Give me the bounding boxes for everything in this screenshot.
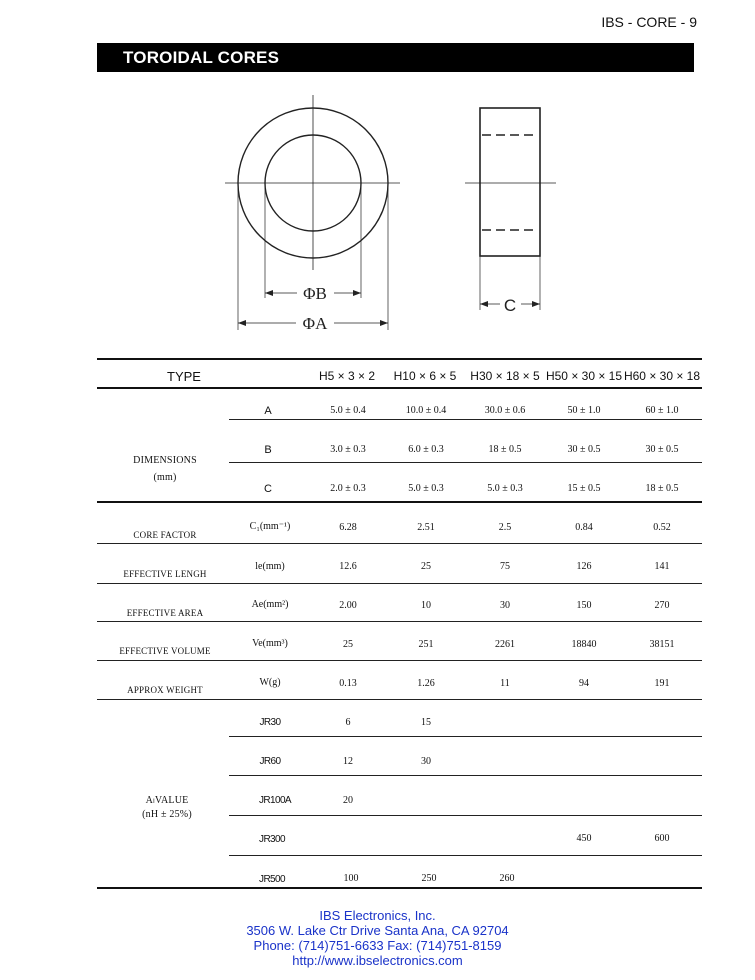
property-label: EFFECTIVE LENGH (123, 569, 207, 579)
table-cell: 75 (500, 561, 510, 572)
property-label: EFFECTIVE AREA (126, 608, 204, 618)
table-cell: 12 (343, 756, 353, 767)
table-cell: 18 ± 0.5 (645, 483, 679, 494)
column-header: H60 × 30 × 18 (623, 369, 701, 383)
table-cell: 30 (500, 600, 510, 611)
dimensions-label: DIMENSIONS (133, 455, 197, 466)
table-cell: 5.0 ± 0.3 (408, 483, 444, 494)
table-cell: 250 (421, 873, 437, 884)
dimension-a-arrow-left (238, 320, 246, 326)
property-label: CORE FACTOR (133, 530, 197, 540)
rule-jr300 (229, 855, 702, 856)
rule-jr60 (229, 775, 702, 776)
table-cell: 150 (576, 600, 592, 611)
table-cell: 2.51 (417, 522, 435, 533)
column-header: H30 × 18 × 5 (470, 369, 540, 383)
al-value-unit: (nH ± 25%) (142, 809, 192, 820)
table-cell: 126 (576, 561, 592, 572)
table-cell: 1.26 (417, 678, 435, 689)
table-cell: 15 ± 0.5 (567, 483, 601, 494)
label-phi-a: ΦA (302, 314, 328, 333)
label-c: C (503, 296, 517, 315)
dimension-b-arrow-left (265, 290, 273, 296)
rule-dim-b (229, 462, 702, 463)
section-title: TOROIDAL CORES (123, 48, 280, 67)
table-cell: 6.28 (339, 522, 357, 533)
grade-label: JR300 (259, 834, 285, 845)
property-param: Ve(mm³) (252, 638, 288, 649)
table-cell: 0.13 (339, 678, 357, 689)
rule-effective-area (97, 621, 702, 622)
footer-company: IBS Electronics, Inc. (319, 908, 436, 923)
grade-label: JR100A (259, 795, 291, 806)
table-cell: 191 (654, 678, 670, 689)
table-cell: 100 (343, 873, 359, 884)
type-header: TYPE (167, 369, 201, 384)
table-cell: 2261 (495, 639, 515, 650)
param-a: A (264, 405, 272, 417)
table-cell: 5.0 ± 0.3 (487, 483, 523, 494)
property-label: APPROX WEIGHT (127, 685, 203, 695)
rule-dim-a (229, 419, 702, 420)
table-cell: 12.6 (339, 561, 357, 572)
column-header: H50 × 30 × 15 (545, 369, 623, 383)
param-c: C (264, 483, 272, 495)
table-cell: 25 (343, 639, 353, 650)
al-value-label: AₗVALUE (145, 795, 189, 806)
table-cell: 6.0 ± 0.3 (408, 444, 444, 455)
param-b: B (264, 444, 272, 456)
table-cell: 2.5 (498, 522, 512, 533)
table-cell: 18840 (571, 639, 597, 650)
table-cell: 38151 (649, 639, 675, 650)
table-cell: 260 (499, 873, 515, 884)
table-cell: 20 (343, 795, 353, 806)
grade-label: JR500 (259, 874, 285, 885)
footer-url[interactable]: http://www.ibselectronics.com (292, 953, 463, 968)
toroid-side-view (465, 108, 556, 310)
table-cell: 0.52 (653, 522, 671, 533)
rule-jr100a (229, 815, 702, 816)
footer-address: 3506 W. Lake Ctr Drive Santa Ana, CA 92704 (246, 923, 509, 938)
table-cell: 50 ± 1.0 (567, 405, 601, 416)
side-rectangle (480, 108, 540, 256)
table-cell: 30 ± 0.5 (567, 444, 601, 455)
table-cell: 141 (654, 561, 670, 572)
table-cell: 94 (579, 678, 589, 689)
column-header: H5 × 3 × 2 (318, 369, 376, 383)
rule-dimensions-end (97, 501, 702, 503)
table-cell: 5.0 ± 0.4 (330, 405, 366, 416)
property-param: C₁(mm⁻¹) (249, 521, 291, 532)
property-param: le(mm) (255, 561, 285, 572)
rule-jr30 (229, 736, 702, 737)
table-cell: 60 ± 1.0 (645, 405, 679, 416)
table-bottom-rule (97, 887, 702, 889)
grade-label: JR60 (259, 756, 281, 767)
table-cell: 25 (421, 561, 431, 572)
table-top-rule (97, 358, 702, 360)
table-cell: 10.0 ± 0.4 (405, 405, 447, 416)
rule-core-factor (97, 543, 702, 544)
table-cell: 30 (421, 756, 431, 767)
table-cell: 270 (654, 600, 670, 611)
table-cell: 600 (654, 833, 670, 844)
dimension-c-arrow-left (480, 301, 488, 307)
dimension-b-arrow-right (353, 290, 361, 296)
property-param: Ae(mm²) (251, 599, 289, 610)
table-cell: 18 ± 0.5 (488, 444, 522, 455)
table-cell: 2.00 (339, 600, 357, 611)
table-cell: 11 (500, 678, 510, 689)
table-cell: 30 ± 0.5 (645, 444, 679, 455)
rule-approx-weight (97, 699, 702, 700)
label-phi-b: ΦB (303, 284, 327, 303)
table-cell: 450 (576, 833, 592, 844)
dimensions-unit: (mm) (153, 472, 177, 483)
toroid-drawing (0, 0, 755, 350)
table-cell: 3.0 ± 0.3 (330, 444, 366, 455)
table-cell: 2.0 ± 0.3 (330, 483, 366, 494)
rule-effective-length (97, 583, 702, 584)
table-header-rule (97, 387, 702, 389)
table-cell: 10 (421, 600, 431, 611)
dimension-a-arrow-right (380, 320, 388, 326)
grade-label: JR30 (259, 717, 281, 728)
property-param: W(g) (259, 677, 281, 688)
column-header: H10 × 6 × 5 (393, 369, 457, 383)
rule-effective-volume (97, 660, 702, 661)
property-label: EFFECTIVE VOLUME (119, 646, 211, 656)
footer-phone: Phone: (714)751-6633 Fax: (714)751-8159 (253, 938, 502, 953)
table-cell: 6 (345, 717, 351, 728)
table-cell: 0.84 (575, 522, 593, 533)
table-cell: 30.0 ± 0.6 (484, 405, 526, 416)
table-cell: 15 (421, 717, 431, 728)
page-code: IBS - CORE - 9 (601, 14, 697, 30)
table-cell: 251 (418, 639, 434, 650)
dimension-c-arrow-right (532, 301, 540, 307)
